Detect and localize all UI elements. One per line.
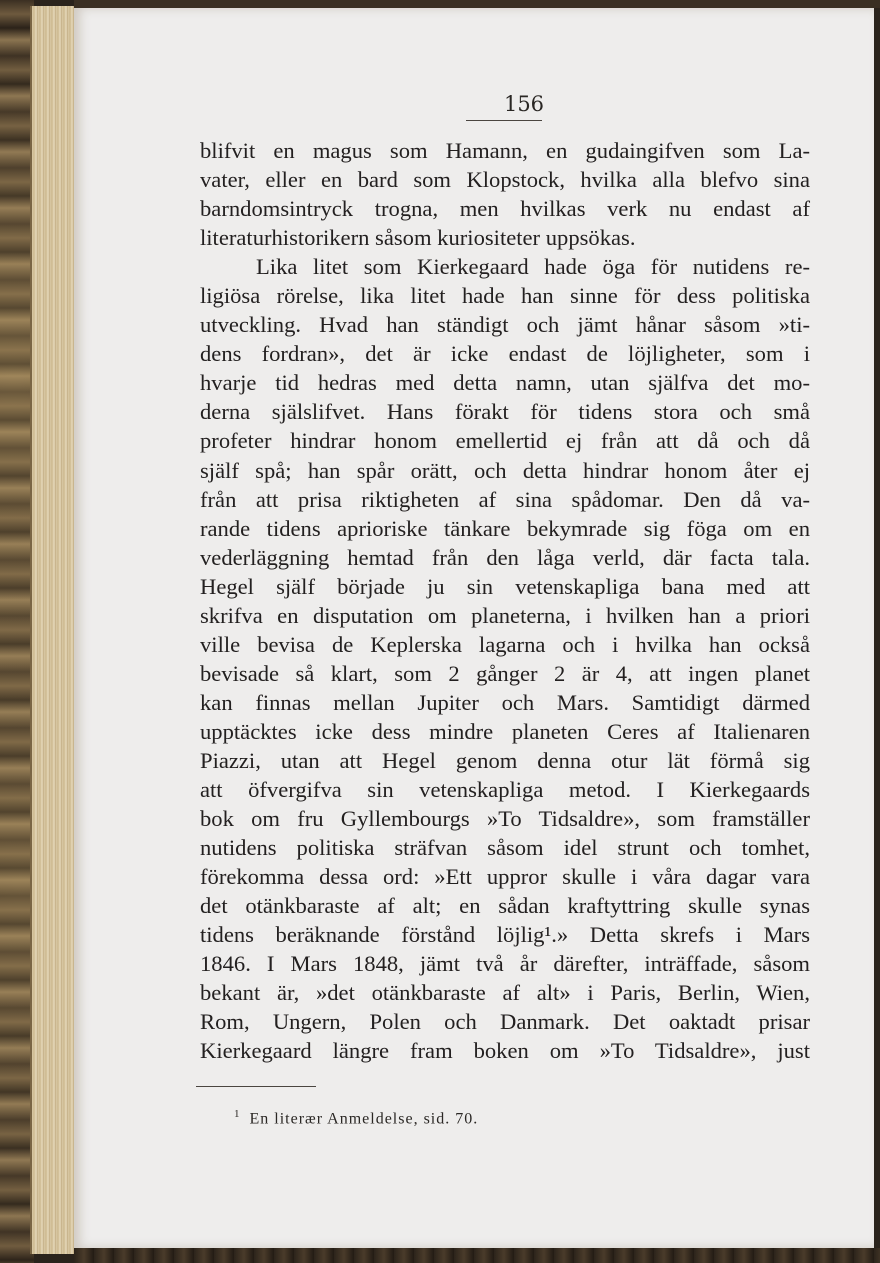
bottom-edge [74, 1248, 880, 1263]
page-number-rule [466, 120, 542, 121]
text-line: dens fordran», det är icke endast de löjligheter, som i [200, 341, 810, 367]
text-line: kan finnas mellan Jupiter och Mars. Samtidigt därmed [200, 689, 810, 715]
book-page [74, 8, 874, 1248]
text-line: rande tidens aprioriske tänkare bekymrade sig föga om en [200, 515, 810, 541]
text-line: barndomsintryck trogna, men hvilkas verk nu endast af [200, 196, 810, 222]
text-line: Kierkegaard längre fram boken om »To Tidsaldre», just [200, 1038, 810, 1064]
text-line: vederläggning hemtad från den låga verld, där facta tala. [200, 544, 810, 570]
text-line: profeter hindrar honom emellertid ej från att då och då [200, 428, 810, 454]
text-line: förekomma dessa ord: »Ett uppror skulle i våra dagar vara [200, 864, 810, 890]
text-line: tidens beräknande förstånd löjlig¹.» Detta skrefs i Mars [200, 922, 810, 948]
body-text [200, 136, 810, 1066]
footnote [234, 1108, 478, 1128]
text-line: vater, eller en bard som Klopstock, hvilka alla blefvo sina [200, 167, 810, 193]
text-line: literaturhistorikern såsom kuriositeter uppsökas. [200, 225, 636, 251]
text-line: derna själslifvet. Hans förakt för tidens stora och små [200, 399, 810, 425]
footnote-rule [196, 1086, 316, 1087]
footnote-marker: 1 [234, 1108, 240, 1120]
text-line: nutidens politiska sträfvan såsom idel strunt och tomhet, [200, 835, 810, 861]
text-line: bekant är, »det otänkbaraste af alt» i Paris, Berlin, Wien, [200, 980, 810, 1006]
text-line: Hegel själf började ju sin vetenskapliga bana med att [200, 573, 810, 599]
text-line: ligiösa rörelse, lika litet hade han sinne för dess politiska [200, 283, 810, 309]
top-edge [74, 0, 880, 8]
page-edges [30, 6, 80, 1254]
text-line: ville bevisa de Keplerska lagarna och i hvilka han också [200, 631, 810, 657]
text-line: Piazzi, utan att Hegel genom denna otur lät förmå sig [200, 747, 810, 773]
text-line: utveckling. Hvad han ständigt och jämt hånar såsom »ti- [200, 312, 810, 338]
text-line: upptäcktes icke dess mindre planeten Ceres af Italienaren [200, 718, 810, 744]
text-line: hvarje tid hedras med detta namn, utan själfva det mo- [200, 370, 810, 396]
text-line: att öfvergifva sin vetenskapliga metod. I Kierkegaards [200, 777, 810, 803]
text-line: blifvit en magus som Hamann, en gudaingifven som La- [200, 138, 810, 163]
text-line: Rom, Ungern, Polen och Danmark. Det oaktadt prisar [200, 1009, 810, 1035]
text-line: skrifva en disputation om planeterna, i hvilken han a priori [200, 602, 810, 628]
text-line: Lika litet som Kierkegaard hade öga för nutidens re- [256, 254, 810, 280]
book-binding [0, 0, 34, 1263]
text-line: från att prisa riktigheten af sina spådomar. Den då va- [200, 486, 810, 512]
footnote-text: En literær Anmeldelse, sid. 70. [249, 1110, 479, 1128]
text-line: det otänkbaraste af alt; en sådan kraftyttring skulle synas [200, 893, 810, 919]
text-line: själf spå; han spår orätt, och detta hindrar honom åter ej [200, 457, 810, 483]
text-line: 1846. I Mars 1848, jämt två år därefter, inträffade, såsom [200, 951, 810, 977]
text-line: bok om fru Gyllembourgs »To Tidsaldre», som framställer [200, 806, 810, 832]
text-line: bevisade så klart, som 2 gånger 2 är 4, att ingen planet [200, 660, 810, 686]
page-number: 156 [503, 92, 545, 116]
